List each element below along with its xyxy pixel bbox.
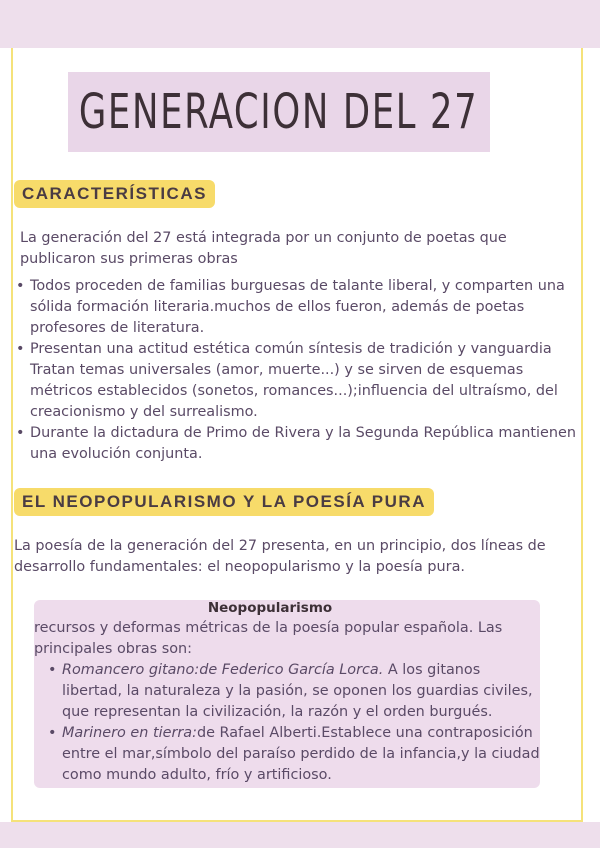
list-item: • Presentan una actitud estética común síntesis de tradición y vanguardia Tratan temas universales (amor, muerte...) y se sirven de esquemas métricos establecidos (sonetos, romances...);influencia del ultraísmo, del creacionismo y del surrealismo. <box>16 339 576 423</box>
section-heading-neopopularismo: EL NEOPOPULARISMO Y LA POESÍA PURA <box>14 488 434 516</box>
page-title: GENERACION DEL 27 <box>79 84 479 140</box>
work-description: A los gitanos libertad, la naturaleza y la pasión, se oponen los guardias civiles, que representan la civilización, la razón y el orden burgués. <box>62 662 533 720</box>
intro-paragraph: La generación del 27 está integrada por un conjunto de poetas que publicaron sus primeras obras <box>20 230 507 267</box>
characteristics-list <box>16 276 576 465</box>
box-title: Neopopularismo <box>207 600 333 616</box>
work-title: Marinero en tierra: <box>62 725 197 741</box>
top-band <box>0 0 600 48</box>
list-item: • Todos proceden de familias burguesas de talante liberal, y comparten una sólida formación literaria.muchos de ellos fueron, además de poetas profesores de literatura. <box>16 276 576 339</box>
title-banner <box>68 72 490 152</box>
list-item <box>46 660 542 723</box>
bottom-band <box>0 822 600 848</box>
section-heading-caracteristicas: CARACTERÍSTICAS <box>14 180 215 208</box>
box-lead: recursos y deformas métricas de la poesía popular española. Las principales obras son: <box>34 620 503 657</box>
work-description: de Rafael Alberti.Establece una contraposición entre el mar,símbolo del paraíso perdido de la infancia,y la ciudad como mundo adulto, frío y artificioso. <box>62 725 540 783</box>
neopopularismo-paragraph: La poesía de la generación del 27 presenta, en un principio, dos líneas de desarrollo fundamentales: el neopopularismo y la poesía pura. <box>14 538 546 575</box>
work-title: Romancero gitano:de Federico García Lorca. <box>62 662 384 678</box>
works-list <box>46 660 542 786</box>
list-item <box>46 723 542 786</box>
list-item: • Durante la dictadura de Primo de Rivera y la Segunda República mantienen una evolución conjunta. <box>16 423 576 465</box>
